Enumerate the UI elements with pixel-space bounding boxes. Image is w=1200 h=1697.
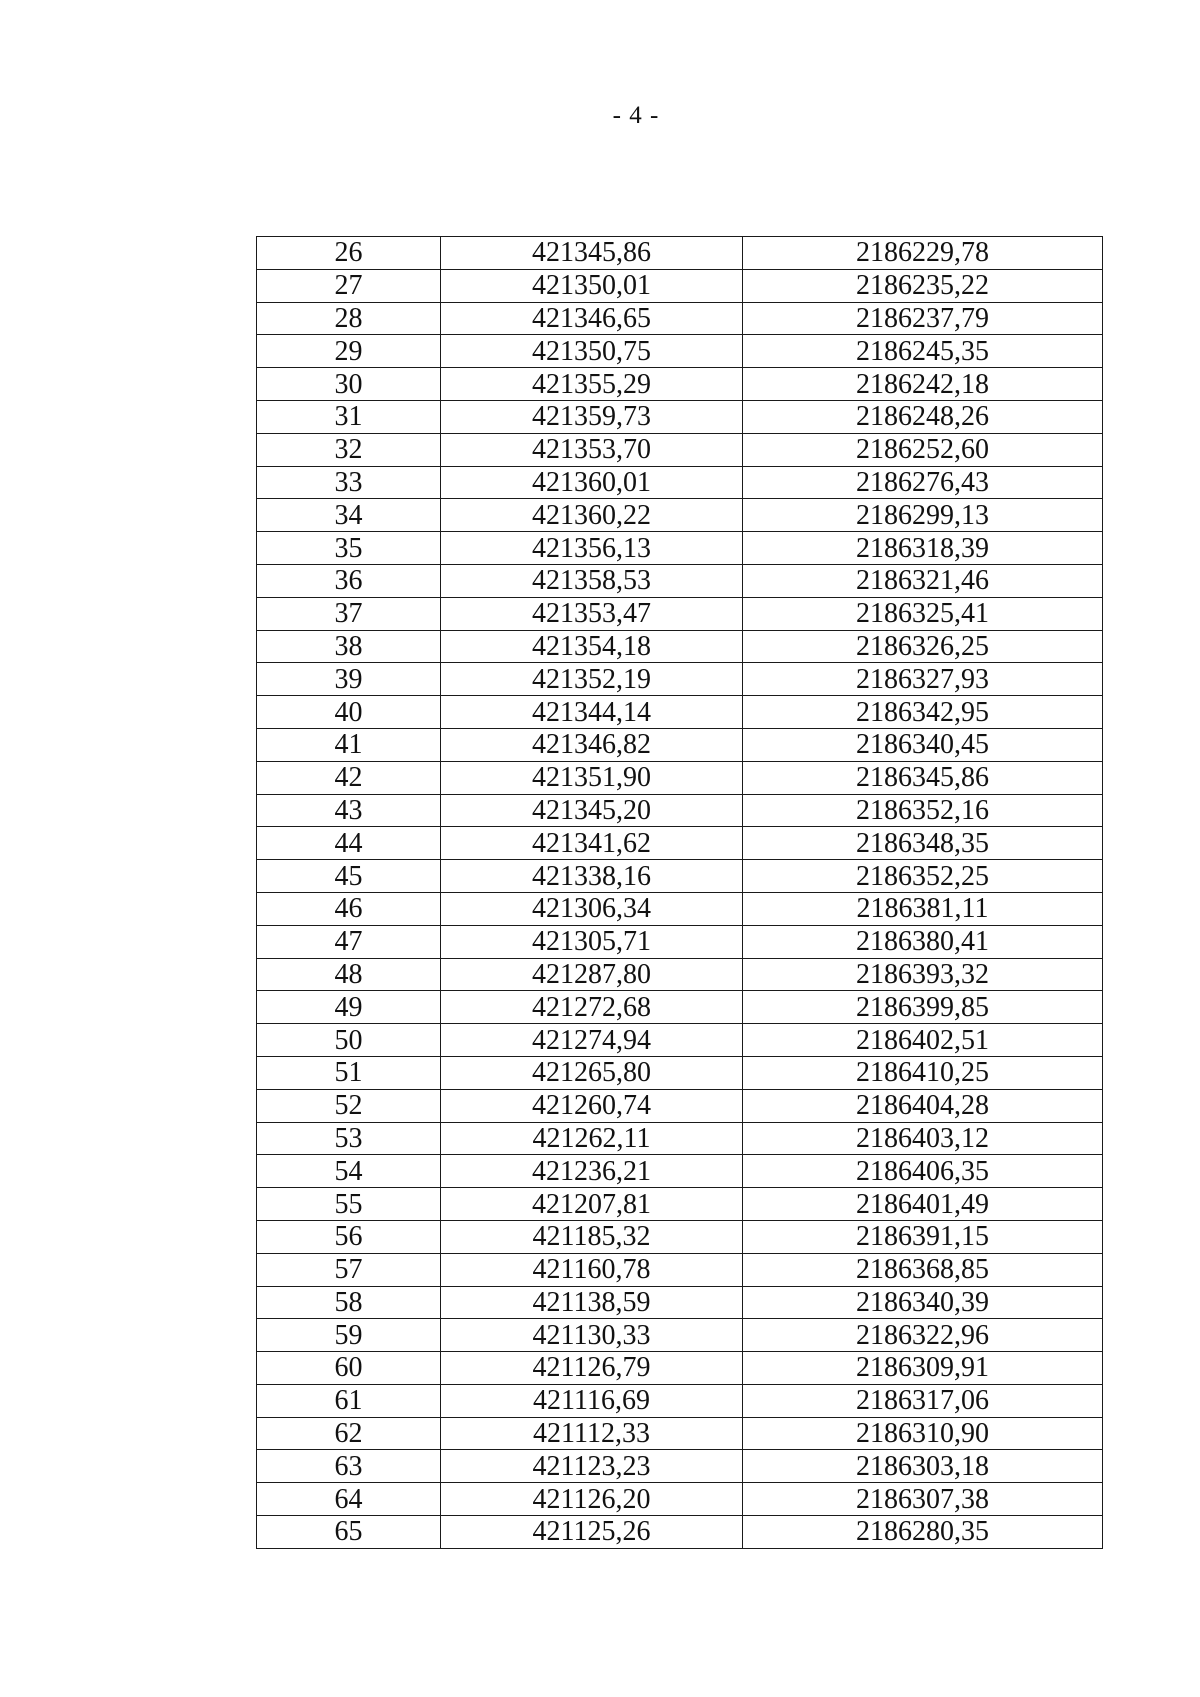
point-number-cell: 29 — [257, 335, 441, 368]
point-number-cell: 37 — [257, 597, 441, 630]
table-row — [257, 728, 1103, 761]
y-coordinate-cell: 2186352,25 — [743, 860, 1103, 893]
x-coordinate-cell: 421360,01 — [441, 466, 743, 499]
y-coordinate-cell: 2186340,45 — [743, 728, 1103, 761]
y-coordinate-cell: 2186391,15 — [743, 1220, 1103, 1253]
table-row — [257, 1056, 1103, 1089]
table-row — [257, 1220, 1103, 1253]
x-coordinate-cell: 421360,22 — [441, 499, 743, 532]
y-coordinate-cell: 2186237,79 — [743, 302, 1103, 335]
table-row — [257, 1286, 1103, 1319]
y-coordinate-cell: 2186402,51 — [743, 1024, 1103, 1057]
point-number-cell: 44 — [257, 827, 441, 860]
point-number-cell: 47 — [257, 925, 441, 958]
x-coordinate-cell: 421306,34 — [441, 892, 743, 925]
table-row — [257, 991, 1103, 1024]
x-coordinate-cell: 421260,74 — [441, 1089, 743, 1122]
point-number-cell: 61 — [257, 1384, 441, 1417]
point-number-cell: 54 — [257, 1155, 441, 1188]
table-row — [257, 368, 1103, 401]
point-number-cell: 32 — [257, 433, 441, 466]
table-row — [257, 1483, 1103, 1516]
y-coordinate-cell: 2186403,12 — [743, 1122, 1103, 1155]
point-number-cell: 39 — [257, 663, 441, 696]
table-row — [257, 1352, 1103, 1385]
point-number-cell: 60 — [257, 1352, 441, 1385]
x-coordinate-cell: 421353,47 — [441, 597, 743, 630]
y-coordinate-cell: 2186348,35 — [743, 827, 1103, 860]
point-number-cell: 62 — [257, 1417, 441, 1450]
table-row — [257, 1450, 1103, 1483]
y-coordinate-cell: 2186399,85 — [743, 991, 1103, 1024]
table-row — [257, 925, 1103, 958]
table-row — [257, 1155, 1103, 1188]
x-coordinate-cell: 421344,14 — [441, 696, 743, 729]
y-coordinate-cell: 2186380,41 — [743, 925, 1103, 958]
point-number-cell: 27 — [257, 269, 441, 302]
x-coordinate-cell: 421123,23 — [441, 1450, 743, 1483]
x-coordinate-cell: 421236,21 — [441, 1155, 743, 1188]
page-number: - 4 - — [612, 102, 660, 129]
x-coordinate-cell: 421125,26 — [441, 1516, 743, 1549]
table-row — [257, 696, 1103, 729]
point-number-cell: 57 — [257, 1253, 441, 1286]
x-coordinate-cell: 421353,70 — [441, 433, 743, 466]
point-number-cell: 35 — [257, 532, 441, 565]
table-row — [257, 1024, 1103, 1057]
point-number-cell: 28 — [257, 302, 441, 335]
y-coordinate-cell: 2186393,32 — [743, 958, 1103, 991]
point-number-cell: 43 — [257, 794, 441, 827]
x-coordinate-cell: 421341,62 — [441, 827, 743, 860]
point-number-cell: 59 — [257, 1319, 441, 1352]
point-number-cell: 50 — [257, 1024, 441, 1057]
y-coordinate-cell: 2186303,18 — [743, 1450, 1103, 1483]
table-row — [257, 1384, 1103, 1417]
table-row — [257, 1089, 1103, 1122]
table-row — [257, 630, 1103, 663]
y-coordinate-cell: 2186310,90 — [743, 1417, 1103, 1450]
x-coordinate-cell: 421352,19 — [441, 663, 743, 696]
x-coordinate-cell: 421265,80 — [441, 1056, 743, 1089]
x-coordinate-cell: 421358,53 — [441, 564, 743, 597]
table-row — [257, 663, 1103, 696]
x-coordinate-cell: 421112,33 — [441, 1417, 743, 1450]
table-row — [257, 827, 1103, 860]
x-coordinate-cell: 421207,81 — [441, 1188, 743, 1221]
x-coordinate-cell: 421354,18 — [441, 630, 743, 663]
y-coordinate-cell: 2186368,85 — [743, 1253, 1103, 1286]
table-row — [257, 1417, 1103, 1450]
point-number-cell: 38 — [257, 630, 441, 663]
table-row — [257, 564, 1103, 597]
x-coordinate-cell: 421116,69 — [441, 1384, 743, 1417]
point-number-cell: 31 — [257, 400, 441, 433]
table-row — [257, 466, 1103, 499]
x-coordinate-cell: 421305,71 — [441, 925, 743, 958]
y-coordinate-cell: 2186401,49 — [743, 1188, 1103, 1221]
x-coordinate-cell: 421126,79 — [441, 1352, 743, 1385]
y-coordinate-cell: 2186307,38 — [743, 1483, 1103, 1516]
point-number-cell: 36 — [257, 564, 441, 597]
point-number-cell: 48 — [257, 958, 441, 991]
x-coordinate-cell: 421346,82 — [441, 728, 743, 761]
y-coordinate-cell: 2186242,18 — [743, 368, 1103, 401]
table-row — [257, 794, 1103, 827]
x-coordinate-cell: 421185,32 — [441, 1220, 743, 1253]
table-row — [257, 761, 1103, 794]
y-coordinate-cell: 2186322,96 — [743, 1319, 1103, 1352]
table-row — [257, 433, 1103, 466]
point-number-cell: 63 — [257, 1450, 441, 1483]
coordinates-table-body — [257, 237, 1103, 1549]
y-coordinate-cell: 2186317,06 — [743, 1384, 1103, 1417]
x-coordinate-cell: 421356,13 — [441, 532, 743, 565]
x-coordinate-cell: 421272,68 — [441, 991, 743, 1024]
x-coordinate-cell: 421350,75 — [441, 335, 743, 368]
table-row — [257, 1253, 1103, 1286]
point-number-cell: 40 — [257, 696, 441, 729]
y-coordinate-cell: 2186404,28 — [743, 1089, 1103, 1122]
x-coordinate-cell: 421351,90 — [441, 761, 743, 794]
point-number-cell: 42 — [257, 761, 441, 794]
x-coordinate-cell: 421130,33 — [441, 1319, 743, 1352]
x-coordinate-cell: 421338,16 — [441, 860, 743, 893]
x-coordinate-cell: 421350,01 — [441, 269, 743, 302]
y-coordinate-cell: 2186276,43 — [743, 466, 1103, 499]
table-row — [257, 400, 1103, 433]
point-number-cell: 64 — [257, 1483, 441, 1516]
table-row — [257, 269, 1103, 302]
y-coordinate-cell: 2186340,39 — [743, 1286, 1103, 1319]
x-coordinate-cell: 421287,80 — [441, 958, 743, 991]
x-coordinate-cell: 421274,94 — [441, 1024, 743, 1057]
y-coordinate-cell: 2186342,95 — [743, 696, 1103, 729]
y-coordinate-cell: 2186326,25 — [743, 630, 1103, 663]
y-coordinate-cell: 2186248,26 — [743, 400, 1103, 433]
y-coordinate-cell: 2186410,25 — [743, 1056, 1103, 1089]
table-row — [257, 302, 1103, 335]
y-coordinate-cell: 2186325,41 — [743, 597, 1103, 630]
y-coordinate-cell: 2186406,35 — [743, 1155, 1103, 1188]
y-coordinate-cell: 2186252,60 — [743, 433, 1103, 466]
x-coordinate-cell: 421138,59 — [441, 1286, 743, 1319]
y-coordinate-cell: 2186229,78 — [743, 237, 1103, 270]
y-coordinate-cell: 2186345,86 — [743, 761, 1103, 794]
y-coordinate-cell: 2186309,91 — [743, 1352, 1103, 1385]
table-row — [257, 1319, 1103, 1352]
table-row — [257, 860, 1103, 893]
point-number-cell: 53 — [257, 1122, 441, 1155]
table-row — [257, 237, 1103, 270]
table-row — [257, 1516, 1103, 1549]
y-coordinate-cell: 2186352,16 — [743, 794, 1103, 827]
point-number-cell: 34 — [257, 499, 441, 532]
table-row — [257, 532, 1103, 565]
x-coordinate-cell: 421355,29 — [441, 368, 743, 401]
x-coordinate-cell: 421126,20 — [441, 1483, 743, 1516]
x-coordinate-cell: 421345,86 — [441, 237, 743, 270]
table-row — [257, 335, 1103, 368]
table-row — [257, 597, 1103, 630]
point-number-cell: 45 — [257, 860, 441, 893]
y-coordinate-cell: 2186327,93 — [743, 663, 1103, 696]
table-row — [257, 1188, 1103, 1221]
point-number-cell: 51 — [257, 1056, 441, 1089]
table-row — [257, 958, 1103, 991]
y-coordinate-cell: 2186321,46 — [743, 564, 1103, 597]
point-number-cell: 56 — [257, 1220, 441, 1253]
x-coordinate-cell: 421359,73 — [441, 400, 743, 433]
point-number-cell: 49 — [257, 991, 441, 1024]
point-number-cell: 65 — [257, 1516, 441, 1549]
point-number-cell: 26 — [257, 237, 441, 270]
point-number-cell: 30 — [257, 368, 441, 401]
y-coordinate-cell: 2186235,22 — [743, 269, 1103, 302]
table-row — [257, 892, 1103, 925]
y-coordinate-cell: 2186299,13 — [743, 499, 1103, 532]
x-coordinate-cell: 421160,78 — [441, 1253, 743, 1286]
x-coordinate-cell: 421345,20 — [441, 794, 743, 827]
point-number-cell: 52 — [257, 1089, 441, 1122]
point-number-cell: 41 — [257, 728, 441, 761]
y-coordinate-cell: 2186280,35 — [743, 1516, 1103, 1549]
point-number-cell: 55 — [257, 1188, 441, 1221]
x-coordinate-cell: 421346,65 — [441, 302, 743, 335]
y-coordinate-cell: 2186381,11 — [743, 892, 1103, 925]
table-row — [257, 1122, 1103, 1155]
table-row — [257, 499, 1103, 532]
point-number-cell: 46 — [257, 892, 441, 925]
point-number-cell: 33 — [257, 466, 441, 499]
point-number-cell: 58 — [257, 1286, 441, 1319]
y-coordinate-cell: 2186318,39 — [743, 532, 1103, 565]
y-coordinate-cell: 2186245,35 — [743, 335, 1103, 368]
x-coordinate-cell: 421262,11 — [441, 1122, 743, 1155]
coordinates-table — [256, 236, 1103, 1549]
